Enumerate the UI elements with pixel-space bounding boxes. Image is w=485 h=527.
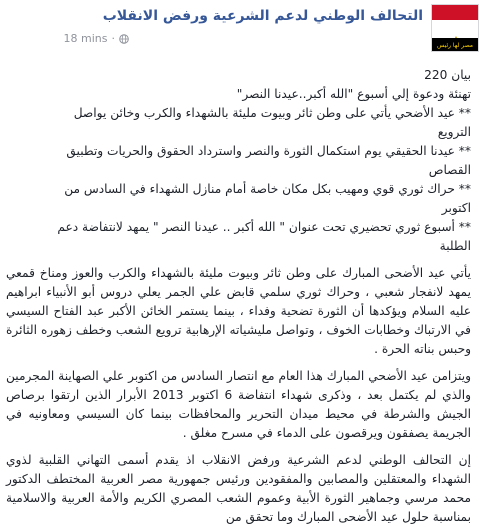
bullet-line: ** عيد الأضحي يأتي على وطن ثائر وبيوت مليئة بالشهداء والكرب وخائن يواصل: [73, 106, 471, 120]
flag-white-stripe: [432, 20, 478, 38]
bullet-line: ** أسبوع ثوري تحضيري تحت عنوان " الله أكبر .. عيدنا النصر " يمهد لانتفاضة دعم: [57, 220, 471, 234]
bullet-line: ** عيدنا الحقيقي يوم استكمال الثورة والنصر واسترداد الحقوق والحريات وتطبيق: [66, 144, 471, 158]
bullet-line: القصاص: [428, 163, 471, 177]
timestamp-text: 18 mins: [63, 32, 108, 45]
avatar-caption: مصر لها رئيس: [437, 42, 473, 49]
paragraph-gap: [6, 256, 471, 264]
paragraph-gap: [6, 359, 471, 367]
bullet-line: الطلبة: [439, 239, 471, 253]
bullet-line: ** حراك ثوري قوي ومهيب بكل مكان خاصة أمام منازل الشهداء في السادس من: [64, 182, 471, 196]
paragraph-gap: [6, 443, 471, 451]
paragraph: ويتزامن عيد الأضحي المبارك هذا العام مع انتصار السادس من اكتوبر علي الصهاينة المجرمين والذي لم يكتمل بعد ، وذكرى شهداء انتفاضة 6 اكتوبر 2013 الأبرار الذين ارتقوا برصاص الجيش والشرطة في محيط ميدان التحرير والمحافظات بينما كان السيسي ومعاونيه في الجريمة يصفقون ويرقصون على الدماء في مسرح مغلق .: [6, 369, 472, 440]
bullet-line: الترويع: [437, 125, 471, 139]
audience-separator: ·: [111, 32, 115, 45]
page-name-link[interactable]: التحالف الوطني لدعم الشرعية ورفض الانقلاب: [102, 8, 423, 24]
statement-number: بيان 220: [424, 68, 471, 82]
post-timestamp[interactable]: [64, 32, 129, 45]
paragraph: يأتي عيد الأضحى المبارك على وطن ثائر وبيوت مليئة بالشهداء والكرب والعوز ومناخ قمعي يمهد لانفجار شعبي ، وحراك ثوري سلمي قابض علي الجمر يعلي دروس أبو الأنبياء ابراهيم عليه السلام ويؤكدها أن الثورة تضحية وفداء ، بينما يستمر الخائن الأكبر عبد الفتاح السيسي في الارتباك وخطابات الخوف ، وتواصل مليشياته الإرهابية ترويع الشعب وخطف زهوره الثائرة وحبس بناته الحرة .: [6, 266, 471, 356]
paragraph: إن التحالف الوطني لدعم الشرعية ورفض الانقلاب اذ يقدم أسمى التهاني القلبية لذوي الشهداء والمعتقلين والمصابين والمفقودين ورئيس جمهورية مصر العربية المختطف الدكتور محمد مرسي وجماهير الثورة الأبية وعموم الشعب المصري الكريم والأمة العربية والاسلامية بمناسبة حلول عيد الأضحى المبارك وما تحقق من: [6, 453, 471, 524]
bullet-line: اكتوبر: [441, 201, 471, 215]
post-header: [0, 0, 485, 60]
statement-title: تهنئة ودعوة إلي أسبوع "الله أكبر..عيدنا النصر": [236, 87, 471, 101]
page-avatar[interactable]: [431, 4, 479, 52]
post-body: [6, 66, 471, 527]
globe-icon[interactable]: [119, 34, 129, 44]
flag-red-stripe: [432, 5, 478, 20]
